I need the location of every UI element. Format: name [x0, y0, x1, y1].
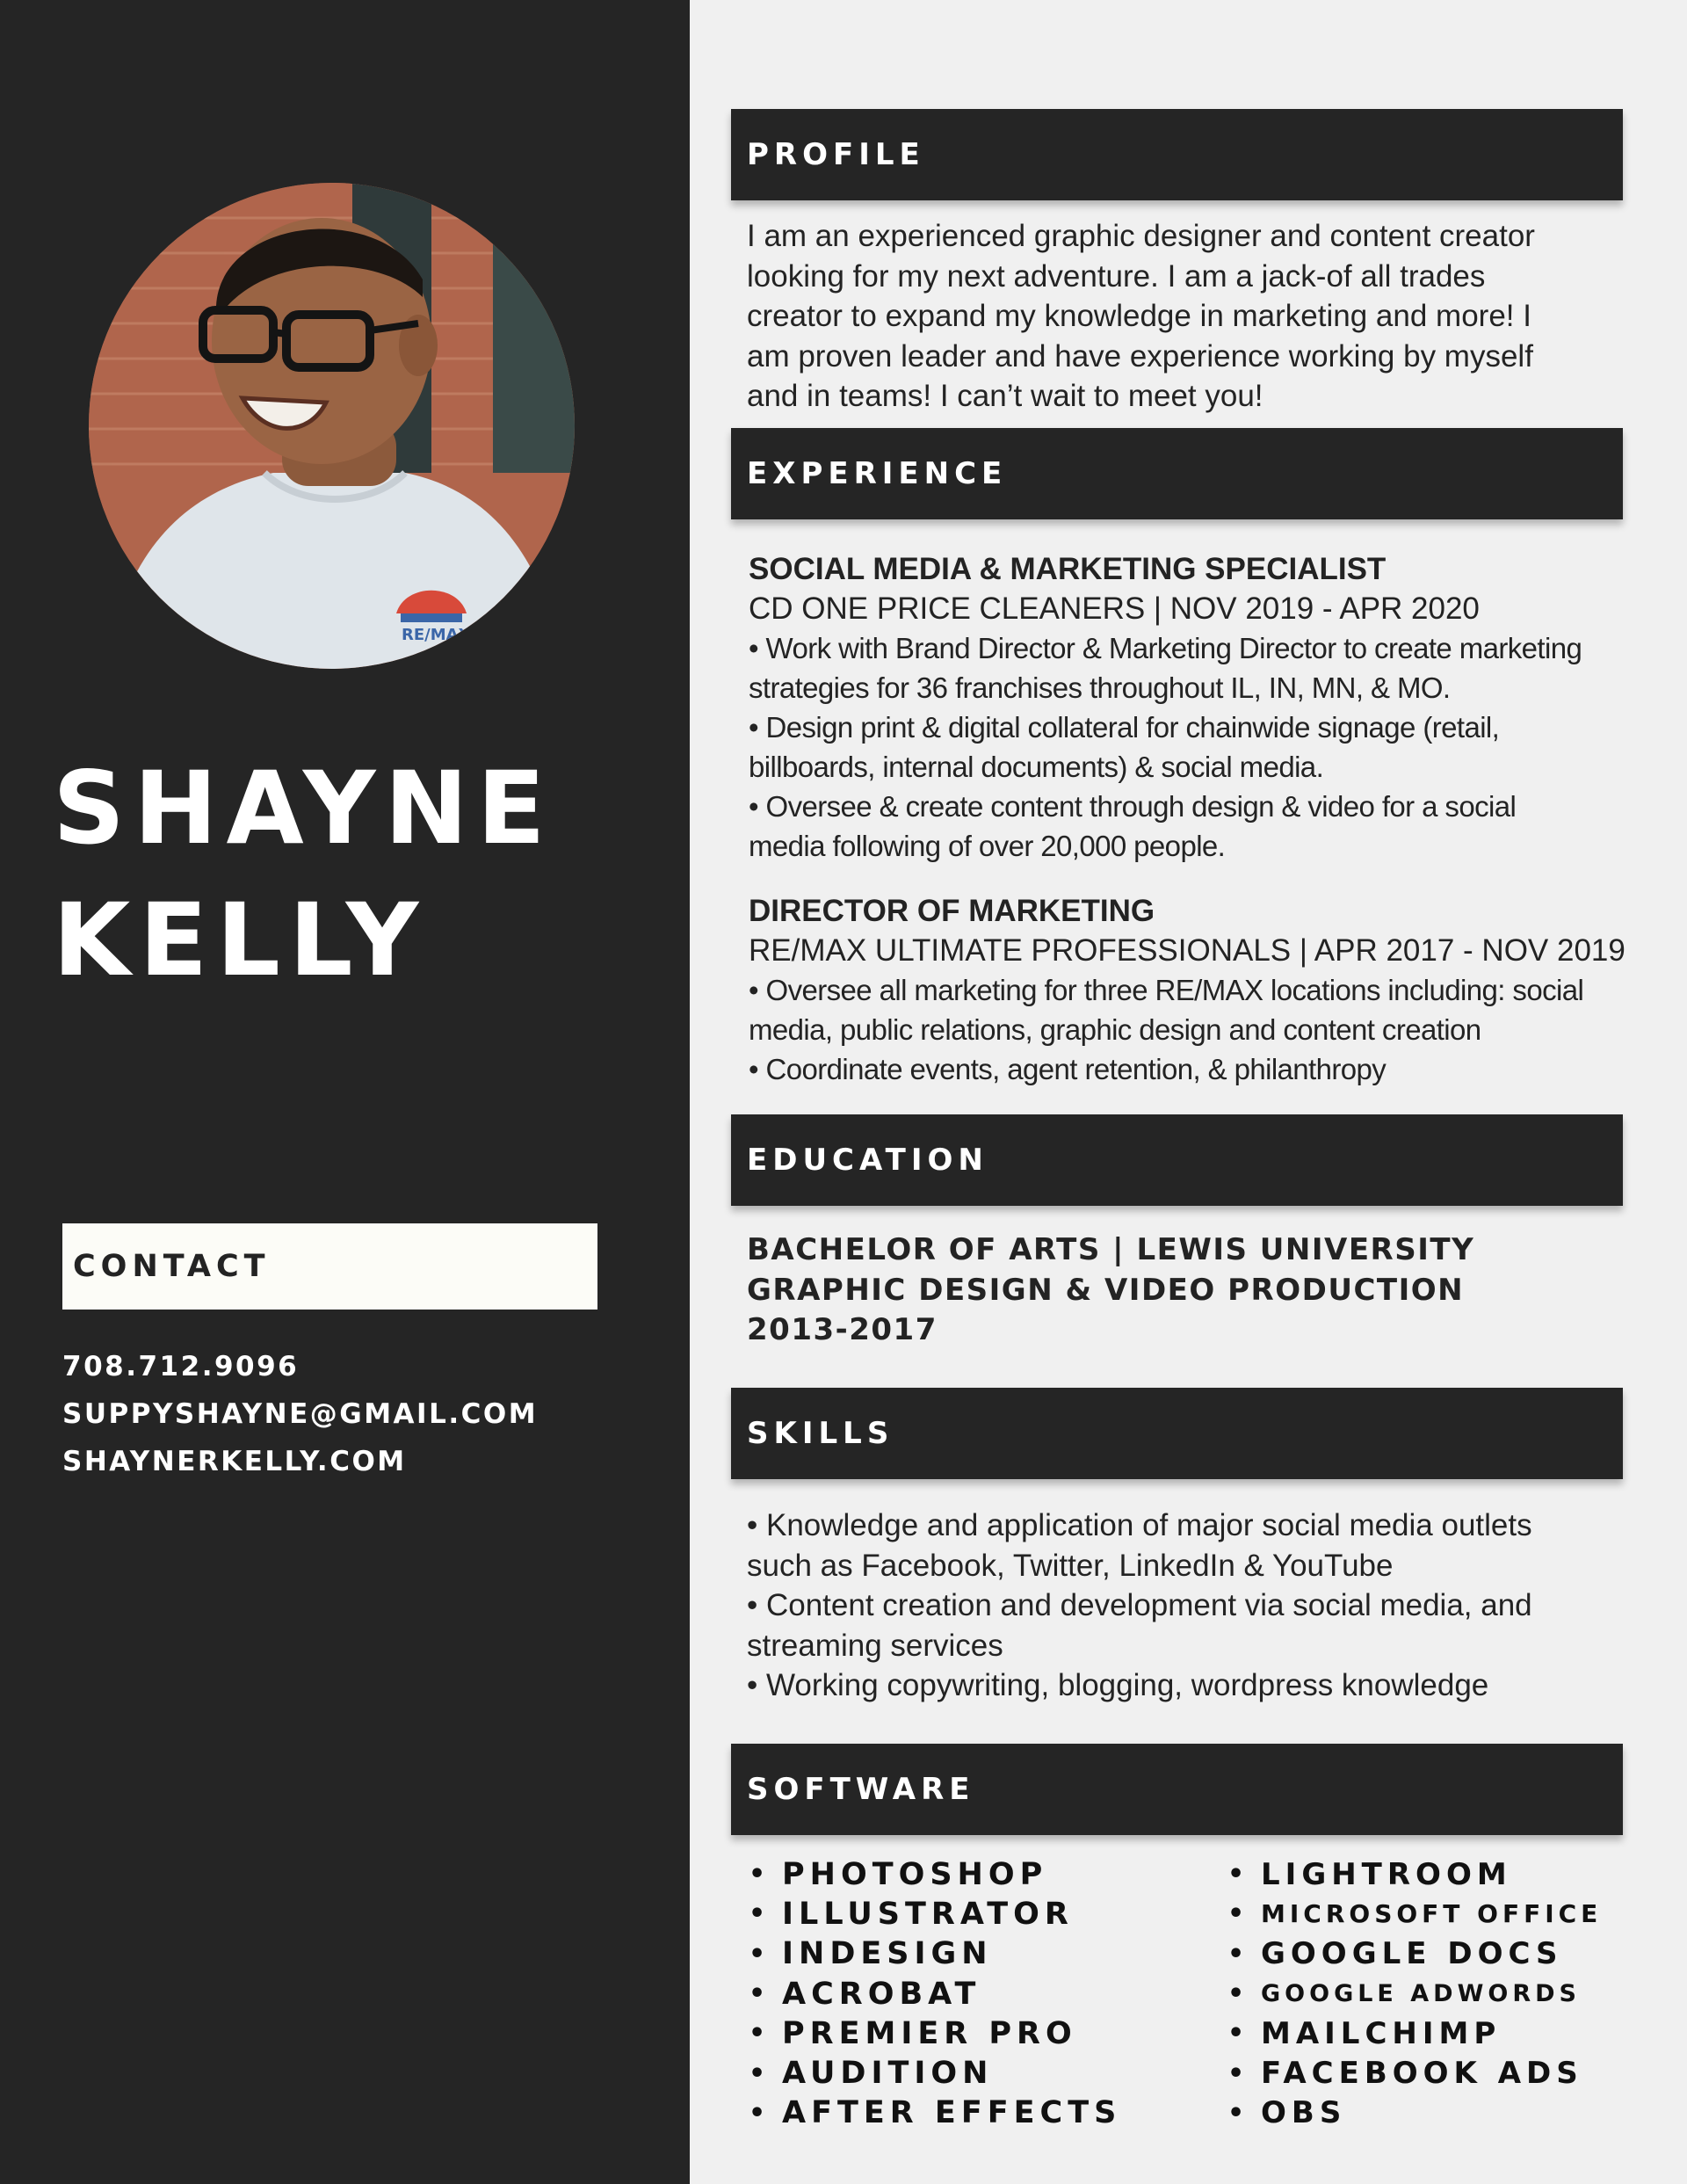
full-name: [53, 743, 554, 1006]
skills-line: streaming services: [747, 1628, 1003, 1663]
email-address: SUPPYSHAYNE@GMAIL.COM: [62, 1398, 539, 1430]
profile-line: and in teams! I can’t wait to meet you!: [747, 379, 1263, 413]
software-item: [1227, 1974, 1602, 2013]
bullet: •: [1227, 2018, 1245, 2050]
education-details: [747, 1230, 1474, 1351]
software-name: AFTER EFFECTS: [782, 2095, 1122, 2131]
software-name: PREMIER PRO: [782, 2015, 1077, 2051]
bullet: •: [1227, 1859, 1245, 1890]
years: 2013-2017: [747, 1312, 938, 1347]
bullet: •: [749, 1978, 766, 2010]
software-heading: SOFTWARE: [731, 1744, 1623, 1835]
bullet: •: [1227, 1938, 1245, 1970]
software-name: FACEBOOK ADS: [1261, 2056, 1583, 2092]
contact-heading: CONTACT: [62, 1223, 597, 1310]
bullet: •: [749, 2057, 766, 2089]
bullet: •: [1227, 1898, 1245, 1930]
job-detail-line: media, public relations, graphic design and content creation: [749, 1013, 1481, 1046]
job-title: DIRECTOR OF MARKETING: [749, 894, 1155, 928]
job-detail-line: • Work with Brand Director & Marketing Director to create marketing: [749, 632, 1582, 664]
job-entry: [749, 549, 1582, 866]
profile-line: creator to expand my knowledge in marketing and more! I: [747, 299, 1531, 333]
job-entry: [749, 891, 1625, 1089]
skills-heading: SKILLS: [731, 1388, 1623, 1479]
job-company: CD ONE PRICE CLEANERS | NOV 2019 - APR 2020: [749, 591, 1480, 626]
software-item: [749, 1974, 1121, 2013]
job-detail-line: • Oversee & create content through design & video for a social: [749, 790, 1517, 823]
job-detail-line: strategies for 36 franchises throughout IL, IN, MN, & MO.: [749, 671, 1451, 704]
software-list-left: [749, 1854, 1121, 2133]
software-list-right: [1227, 1854, 1602, 2133]
software-name: MICROSOFT OFFICE: [1261, 1899, 1603, 1929]
software-item: [749, 2053, 1121, 2093]
software-name: MAILCHIMP: [1261, 2015, 1502, 2051]
last-name: KELLY: [53, 882, 428, 998]
software-name: ILLUSTRATOR: [782, 1896, 1074, 1932]
software-item: [749, 1894, 1121, 1934]
job-company: RE/MAX ULTIMATE PROFESSIONALS | APR 2017 - NOV 2019: [749, 933, 1625, 968]
job-detail-line: • Oversee all marketing for three RE/MAX locations including: social: [749, 974, 1584, 1006]
profile-line: am proven leader and have experience working by myself: [747, 338, 1533, 374]
svg-text:RE/MAX: RE/MAX: [402, 626, 471, 644]
profile-line: looking for my next adventure. I am a jack-of all trades: [747, 258, 1486, 294]
profile-text: [747, 216, 1535, 417]
major: GRAPHIC DESIGN & VIDEO PRODUCTION: [747, 1272, 1465, 1308]
software-item: [749, 2013, 1121, 2053]
software-item: [1227, 2013, 1602, 2053]
software-item: [1227, 1894, 1602, 1934]
education-heading: EDUCATION: [731, 1114, 1623, 1206]
software-item: [1227, 1934, 1602, 1974]
contact-details: [62, 1343, 538, 1485]
profile-line: I am an experienced graphic designer and content creator: [747, 219, 1535, 253]
job-detail-line: media following of over 20,000 people.: [749, 830, 1226, 862]
skills-line: • Knowledge and application of major social media outlets: [747, 1508, 1532, 1542]
bullet: •: [749, 1859, 766, 1890]
skills-line: • Working copywriting, blogging, wordpress knowledge: [747, 1668, 1489, 1702]
job-detail-line: • Design print & digital collateral for chainwide signage (retail,: [749, 711, 1500, 744]
first-name: SHAYNE: [53, 750, 554, 867]
software-name: LIGHTROOM: [1261, 1856, 1512, 1892]
phone-number: 708.712.9096: [62, 1351, 300, 1382]
bullet: •: [1227, 2097, 1245, 2129]
degree: BACHELOR OF ARTS | LEWIS UNIVERSITY: [747, 1232, 1475, 1267]
job-detail-line: • Coordinate events, agent retention, & philanthropy: [749, 1053, 1387, 1085]
software-item: [749, 1934, 1121, 1974]
job-title: SOCIAL MEDIA & MARKETING SPECIALIST: [749, 552, 1387, 586]
bullet: •: [1227, 1978, 1245, 2010]
software-item: [1227, 1854, 1602, 1894]
skills-text: [747, 1506, 1532, 1706]
skills-line: • Content creation and development via social media, and: [747, 1588, 1532, 1622]
software-name: GOOGLE ADWORDS: [1261, 1980, 1581, 2008]
sidebar: [0, 0, 690, 2184]
software-item: [1227, 2053, 1602, 2093]
software-name: OBS: [1261, 2095, 1347, 2131]
software-name: INDESIGN: [782, 1936, 993, 1972]
experience-heading: EXPERIENCE: [731, 428, 1623, 519]
profile-photo: [89, 183, 575, 669]
software-name: ACROBAT: [782, 1976, 981, 2012]
software-item: [1227, 2093, 1602, 2133]
bullet: •: [749, 1898, 766, 1930]
software-item: [749, 1854, 1121, 1894]
profile-heading: PROFILE: [731, 109, 1623, 200]
bullet: •: [749, 2097, 766, 2129]
bullet: •: [749, 1938, 766, 1970]
job-detail-line: billboards, internal documents) & social media.: [749, 751, 1324, 783]
software-item: [749, 2093, 1121, 2133]
software-name: PHOTOSHOP: [782, 1856, 1048, 1892]
software-name: AUDITION: [782, 2056, 994, 2092]
bullet: •: [1227, 2057, 1245, 2089]
website-url: SHAYNERKELLY.COM: [62, 1446, 407, 1477]
skills-line: such as Facebook, Twitter, LinkedIn & YouTube: [747, 1548, 1394, 1583]
bullet: •: [749, 2018, 766, 2050]
software-name: GOOGLE DOCS: [1261, 1936, 1563, 1972]
